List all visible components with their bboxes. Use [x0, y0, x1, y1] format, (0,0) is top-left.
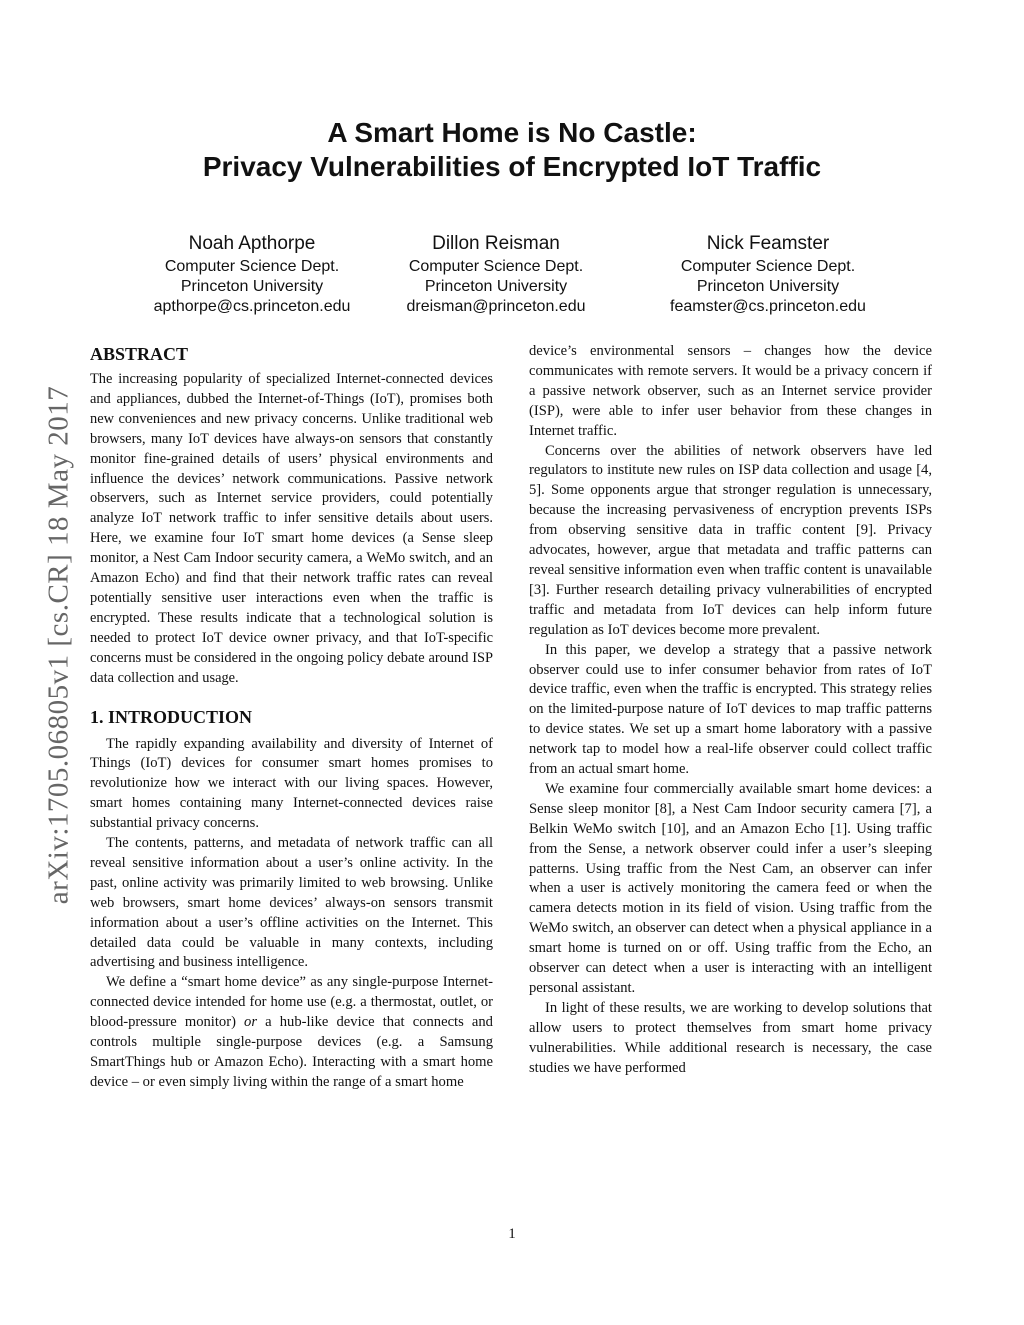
paragraph-text: a hub-like device that connects and controls multiple single-purpose devices (e.g. a Samsung SmartThings hub or Amazon Echo). Interacting with a smart home device – or even simply living within the range of a smart home: [90, 1014, 493, 1090]
author-block-3: [618, 232, 918, 317]
title-line-1: A Smart Home is No Castle:: [327, 117, 697, 148]
author-affiliation: Princeton University: [424, 278, 568, 295]
abstract-text: The increasing popularity of specialized Internet-connected devices and appliances, dubbed the Internet-of-Things (IoT), promises both new conveniences and new privacy concerns. Unlike traditional web browsers, many IoT devices have always-on sensors that constantly monitor fine-grained details of users’ physical environments and influence the devices’ network communications. Passive network observers, such as Internet service providers, could potentially analyze IoT network traffic to infer sensitive details about users. Here, we examine four IoT smart home devices (a Sense sleep monitor, a Nest Cam Indoor security camera, a WeMo switch, and an Amazon Echo) and find that their network traffic rates can reveal potentially sensitive user interactions even when the traffic is encrypted. These results indicate that a technological solution is needed to protect IoT device owner privacy, and that IoT-specific concerns must be considered in the ongoing policy debate around ISP data collection and usage.: [90, 371, 493, 686]
paragraph-text: We define a “smart home device” as any single-purpose Internet-connected device intended for home use (e.g. a thermostat, outlet, or blood-pressure monitor): [90, 974, 493, 1031]
author-name: Dillon Reisman: [432, 233, 560, 254]
paragraph: device’s environmental sensors – changes how the device communicates with remote servers. It would be a privacy concern if a passive network observer, such as an Internet service provider (ISP), were able to infer user behavior from these changes in Internet traffic.: [529, 343, 932, 439]
right-column: [529, 342, 932, 1079]
paragraph: In light of these results, we are working to develop solutions that allow users to protect themselves from smart home privacy vulnerabilities. While additional research is necessary, the case studies we have performed: [529, 999, 932, 1076]
paragraph: We examine four commercially available smart home devices: a Sense sleep monitor [8], a Nest Cam Indoor security camera [7], a Belkin WeMo switch [10], and an Amazon Echo [1]. Using traffic from the Sense, a network observer could infer a user’s sleeping patterns. Using traffic from the Nest Cam, an observer can infer when a user is actively monitoring the camera feed or when the camera detects motion in its field of vision. Using traffic from the WeMo switch, an observer can detect when a physical appliance in a smart home is turned on or off. Using traffic from the Echo, an observer can detect when a user is interacting with an intelligent personal assistant.: [529, 780, 932, 996]
page-number: 1: [508, 1226, 516, 1242]
author-name: Nick Feamster: [706, 233, 830, 254]
paragraph: The rapidly expanding availability and diversity of Internet of Things (IoT) devices for consumer smart homes promises to revolutionize how we interact with our living spaces. However, smart homes containing many Internet-connected devices raise substantial privacy concerns.: [90, 735, 493, 832]
author-dept: Computer Science Dept.: [680, 258, 856, 275]
paragraph: In this paper, we develop a strategy that a passive network observer could use to infer consumer behavior from rates of IoT device traffic, even when the traffic is encrypted. This strategy relies on the limited-purpose nature of IoT devices to map traffic patterns to device states. We set up a smart home laboratory with a passive network tap to model how a real-life observer could collect traffic from an actual smart home.: [529, 641, 932, 778]
author-email: dreisman@princeton.edu: [406, 298, 586, 315]
emphasis: or: [244, 1014, 258, 1031]
introduction-heading: 1. INTRODUCTION: [90, 706, 253, 727]
paragraph: [90, 973, 493, 1092]
title-line-2: Privacy Vulnerabilities of Encrypted IoT Traffic: [202, 151, 822, 182]
paragraph: Concerns over the abilities of network observers have led regulators to institute new rules on ISP data collection and usage [4, 5]. Some opponents argue that stronger regulation is unnecessary, because the increasing pervasiveness of encryption prevents ISPs from observing sensitive data in traffic content [9]. Privacy advocates, however, argue that metadata and traffic patterns can reveal sensitive information even when traffic content is unavailable [3]. Further research detailing privacy vulnerabilities of encrypted traffic and metadata from IoT devices can help inform future regulation as IoT devices become more prevalent.: [529, 442, 932, 638]
author-affiliation: Princeton University: [180, 278, 324, 295]
author-dept: Computer Science Dept.: [164, 258, 340, 275]
author-name: Noah Apthorpe: [188, 233, 316, 254]
abstract-heading: ABSTRACT: [90, 344, 189, 364]
author-block-2: [346, 232, 646, 317]
author-dept: Computer Science Dept.: [408, 258, 584, 275]
author-email: feamster@cs.princeton.edu: [670, 298, 866, 315]
paragraph: The contents, patterns, and metadata of network traffic can all reveal sensitive information about a user’s online activity. In the past, online activity was primarily limited to web browsing. Unlike web browsers, smart home devices’ always-on sensors transmit information about a user’s offline activities on the Internet. This detailed data could be valuable in many contexts, including advertising and business intelligence.: [90, 835, 493, 971]
author-email: apthorpe@cs.princeton.edu: [153, 298, 351, 315]
arxiv-stamp: arXiv:1705.06805v1 [cs.CR] 18 May 2017: [42, 385, 75, 905]
author-affiliation: Princeton University: [696, 278, 840, 295]
left-column: [90, 342, 493, 1093]
paper-title: [0, 116, 1024, 184]
